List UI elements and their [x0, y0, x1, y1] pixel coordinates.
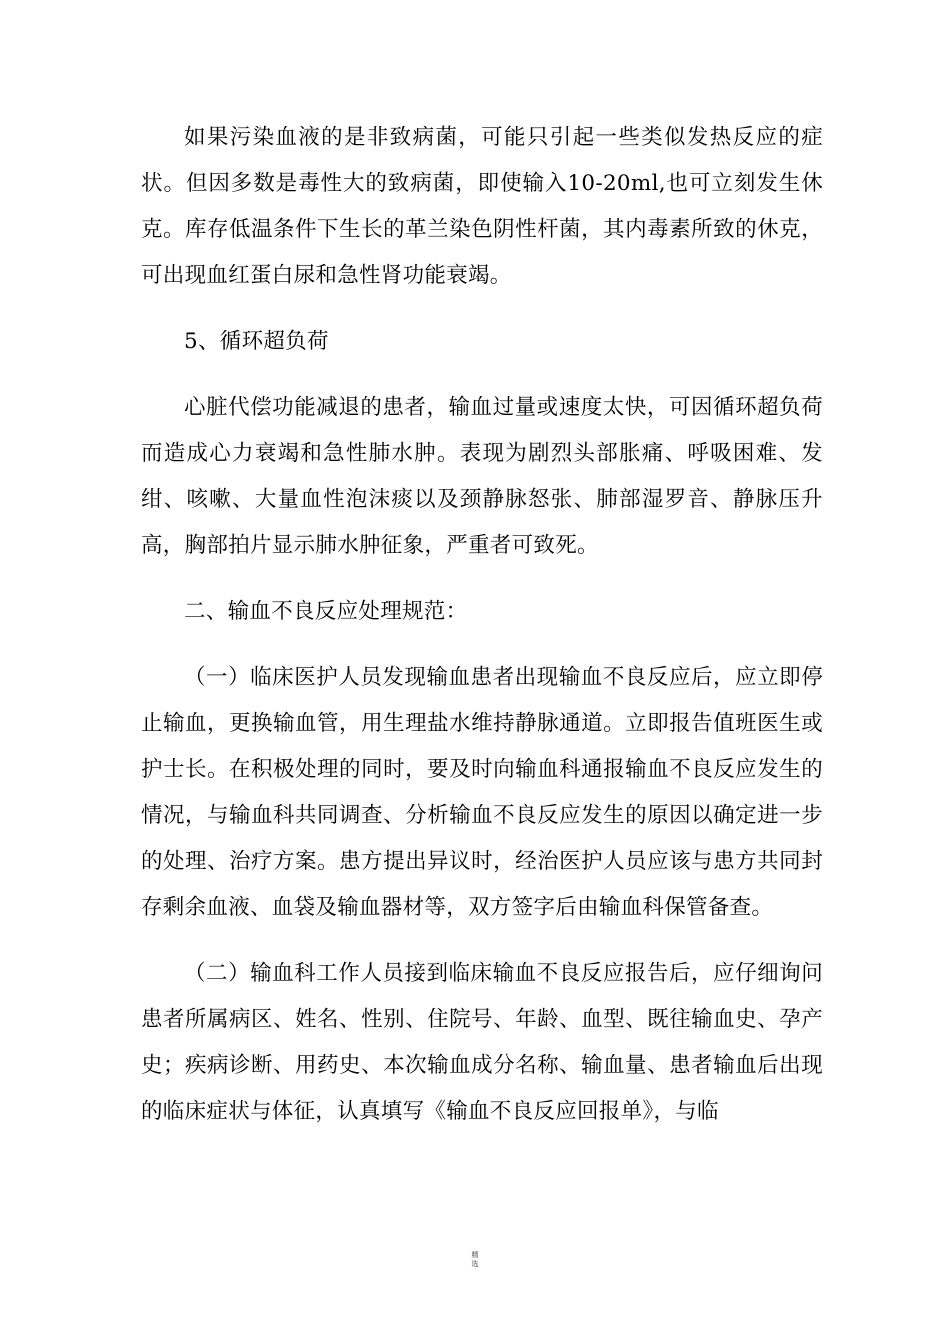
paragraph-clinical-response: （一）临床医护人员发现输血患者出现输血不良反应后，应立即停止输血，更换输血管，用生理盐水维持静脉通道。立即报告值班医生或护士长。在积极处理的同时，要及时向输血科通报输血不良反应发生的情况，与输血科共同调查、分析输血不良反应发生的原因以确定进一步的处理、治疗方案。患方提出异议时，经治医护人员应该与患方共同封存剩余血液、血袋及输血器材等，双方签字后由输血科保管备查。	[141, 665, 823, 920]
page-footer	[0, 1251, 950, 1269]
document-body	[141, 115, 823, 1135]
footer-label: 精选	[471, 1251, 479, 1268]
paragraph-gap	[141, 569, 823, 589]
heading-reaction-handling: 二、输血不良反应处理规范：	[184, 599, 468, 624]
paragraph-circulatory-overload: 心脏代偿功能减退的患者，输血过量或速度太快，可因循环超负荷而造成心力衰竭和急性肺水肿。表现为剧烈头部胀痛、呼吸困难、发绀、咳嗽、大量血性泡沫痰以及颈静脉怒张、肺部湿罗音、静脉压升高，胸部拍片显示肺水肿征象，严重者可致死。	[141, 395, 823, 558]
paragraph-gap	[141, 365, 823, 385]
heading-circulatory-overload: 5、循环超负荷	[184, 329, 329, 354]
paragraph-blood-bank-response: （二）输血科工作人员接到临床输血不良反应报告后，应仔细询问患者所属病区、姓名、性别、住院号、年龄、血型、既往输血史、孕产史；疾病诊断、用药史、本次输血成分名称、输血量、患者输血后出现的临床症状与体征，认真填写《输血不良反应回报单》，与临	[141, 961, 823, 1124]
paragraph-gap	[141, 635, 823, 655]
paragraph-gap	[141, 931, 823, 951]
paragraph-contamination-shock: 如果污染血液的是非致病菌，可能只引起一些类似发热反应的症状。但因多数是毒性大的致病菌，即使输入10-20ml,也可立刻发生休克。库存低温条件下生长的革兰染色阴性杆菌，其内毒素所致的休克，可出现血红蛋白尿和急性肾功能衰竭。	[141, 125, 823, 288]
paragraph-gap	[141, 299, 823, 319]
